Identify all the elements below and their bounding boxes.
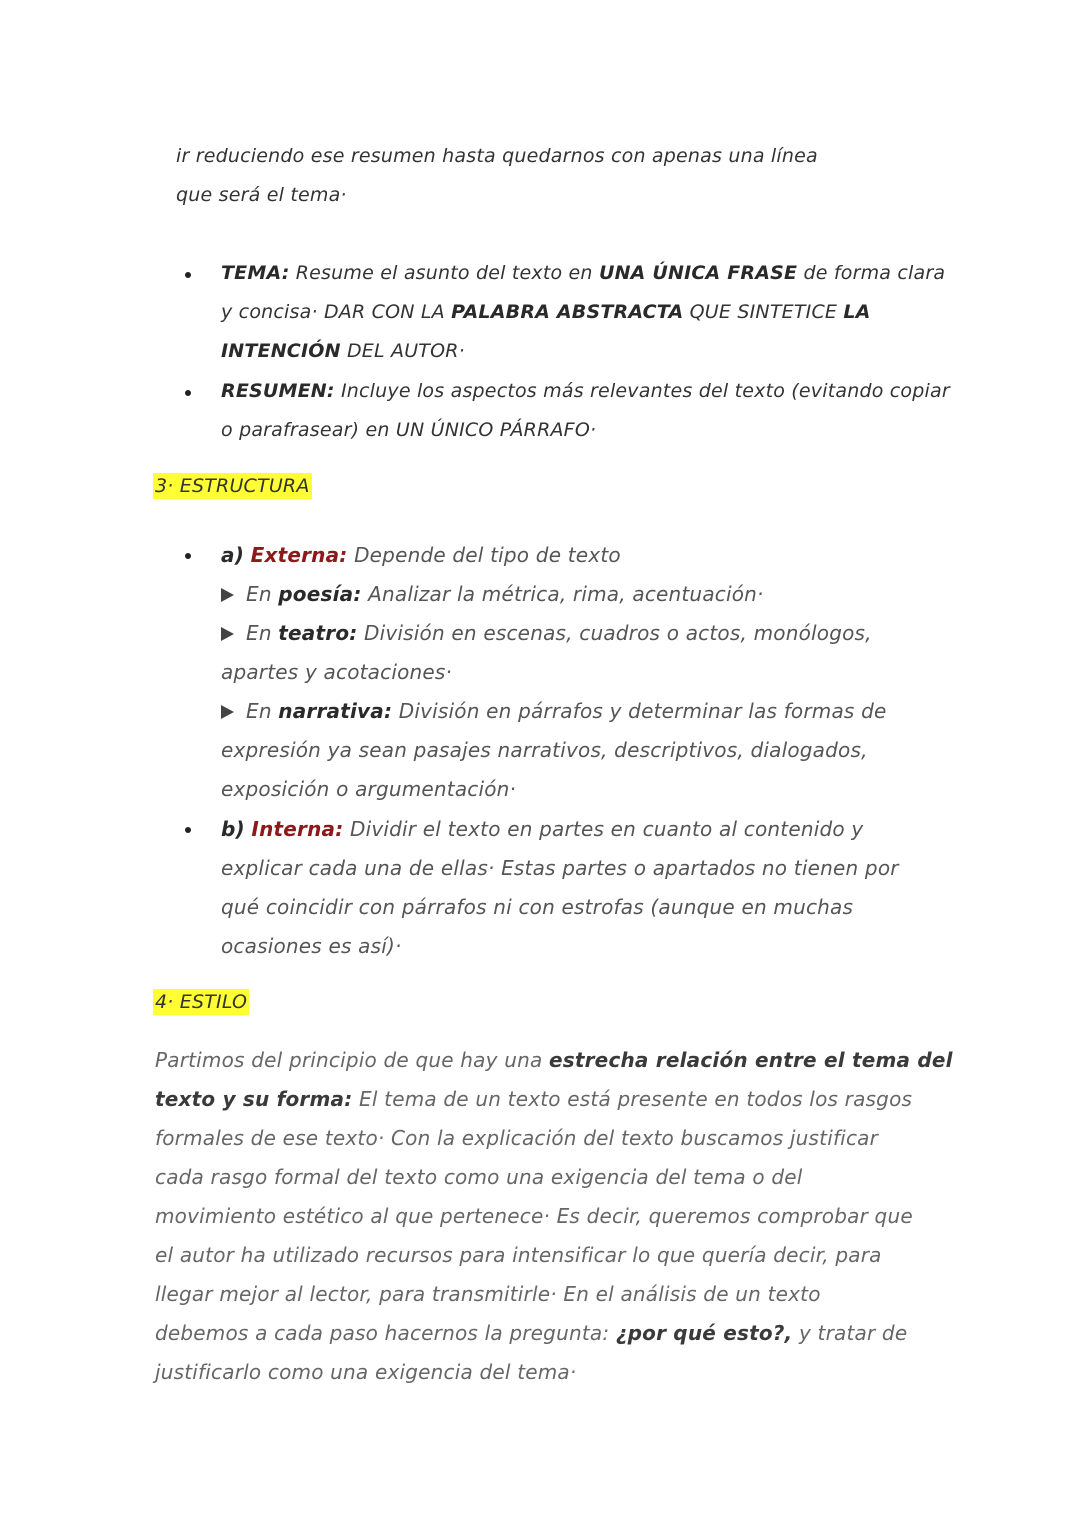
tema-l3-b: DEL AUTOR·: [346, 340, 465, 362]
estilo-line-6: el autor ha utilizado recursos para intensificar lo que quería decir, para: [155, 1243, 882, 1267]
narrativa-line-2: expresión ya sean pasajes narrativos, descriptivos, dialogados,: [221, 738, 868, 762]
estilo-line-7: llegar mejor al lector, para transmitirle· En el análisis de un texto: [155, 1282, 821, 1306]
poesia-pre: En: [246, 582, 272, 606]
estilo-l1-a: Partimos del principio de que hay una: [155, 1048, 543, 1072]
teatro-line: [221, 621, 872, 645]
estilo-line-5: movimiento estético al que pertenece· Es decir, queremos comprobar que: [155, 1204, 913, 1228]
teatro-pre: En: [246, 621, 272, 645]
teatro-line-2: apartes y acotaciones·: [221, 660, 453, 684]
resumen-line-2: o parafrasear) en UN ÚNICO PÁRRAFO·: [221, 419, 597, 441]
resumen-text-1: Incluye los aspectos más relevantes del texto (evitando copiar: [340, 380, 950, 402]
bullet-dot-icon: [185, 827, 191, 833]
tema-text-c: de forma clara: [803, 262, 946, 284]
poesia-line: [221, 582, 764, 606]
narrativa-label: narrativa:: [278, 699, 393, 723]
tema-text-b: UNA ÚNICA FRASE: [598, 262, 798, 284]
interna-line-2: explicar cada una de ellas· Estas partes o apartados no tienen por: [221, 856, 899, 880]
section-heading-estilo: [153, 991, 249, 1013]
externa-line: [221, 543, 621, 567]
estilo-l1-b: estrecha relación entre el tema del: [548, 1048, 953, 1072]
externa-prefix: a): [221, 543, 245, 567]
poesia-label: poesía:: [278, 582, 362, 606]
tema-line-2: [221, 301, 871, 323]
teatro-label: teatro:: [278, 621, 358, 645]
intro-line-2: que será el tema·: [176, 184, 347, 206]
interna-prefix: b): [221, 817, 245, 841]
estilo-line-9: justificarlo como una exigencia del tema·: [155, 1360, 577, 1384]
intro-line-1: ir reduciendo ese resumen hasta quedarnos con apenas una línea: [176, 145, 818, 167]
narrativa-line-3: exposición o argumentación·: [221, 777, 517, 801]
estilo-line-2: [155, 1087, 912, 1111]
narrativa-text: División en párrafos y determinar las formas de: [398, 699, 887, 723]
bullet-dot-icon: [185, 272, 191, 278]
tema-line-3: [221, 340, 465, 362]
interna-line-4: ocasiones es así)·: [221, 934, 402, 958]
estilo-heading-text: 4· ESTILO: [155, 991, 248, 1013]
externa-label: Externa:: [250, 543, 348, 567]
estilo-line-8: [155, 1321, 907, 1345]
tema-l2-d: QUE SINTETICE: [689, 301, 838, 323]
externa-text: Depende del tipo de texto: [354, 543, 621, 567]
poesia-text: Analizar la métrica, rima, acentuación·: [368, 582, 764, 606]
interna-line-1: [221, 817, 863, 841]
tema-l2-c: PALABRA ABSTRACTA: [451, 301, 684, 323]
teatro-text: División en escenas, cuadros o actos, monólogos,: [364, 621, 872, 645]
tema-l2-a: y concisa·: [221, 301, 318, 323]
tema-l2-e: LA: [843, 301, 871, 323]
narrativa-line: [221, 699, 887, 723]
resumen-line-1: [221, 380, 950, 402]
estilo-line-4: cada rasgo formal del texto como una exigencia del tema o del: [155, 1165, 803, 1189]
tema-text-a: Resume el asunto del texto en: [295, 262, 593, 284]
estilo-l2-b: El tema de un texto está presente en todos los rasgos: [359, 1087, 913, 1111]
resumen-label: RESUMEN:: [221, 380, 335, 402]
estilo-l2-a: texto y su forma:: [155, 1087, 353, 1111]
estilo-l8-a: debemos a cada paso hacernos la pregunta:: [155, 1321, 610, 1345]
estructura-heading-text: 3· ESTRUCTURA: [155, 475, 310, 497]
bullet-dot-icon: [185, 553, 191, 559]
arrow-right-icon: [221, 705, 234, 719]
interna-line-3: qué coincidir con párrafos ni con estrofas (aunque en muchas: [221, 895, 854, 919]
arrow-right-icon: [221, 627, 234, 641]
arrow-right-icon: [221, 588, 234, 602]
estilo-l8-c: y tratar de: [798, 1321, 908, 1345]
interna-text-1: Dividir el texto en partes en cuanto al contenido y: [350, 817, 864, 841]
bullet-dot-icon: [185, 390, 191, 396]
section-heading-estructura: [153, 475, 312, 497]
tema-line-1: [221, 262, 945, 284]
estilo-line-1: [155, 1048, 953, 1072]
estilo-l8-b: ¿por qué esto?,: [615, 1321, 793, 1345]
interna-label: Interna:: [251, 817, 344, 841]
estilo-line-3: formales de ese texto· Con la explicación del texto buscamos justificar: [155, 1126, 879, 1150]
narrativa-pre: En: [246, 699, 272, 723]
tema-label: TEMA:: [221, 262, 290, 284]
tema-l3-a: INTENCIÓN: [221, 340, 341, 362]
tema-l2-b: DAR CON LA: [323, 301, 445, 323]
